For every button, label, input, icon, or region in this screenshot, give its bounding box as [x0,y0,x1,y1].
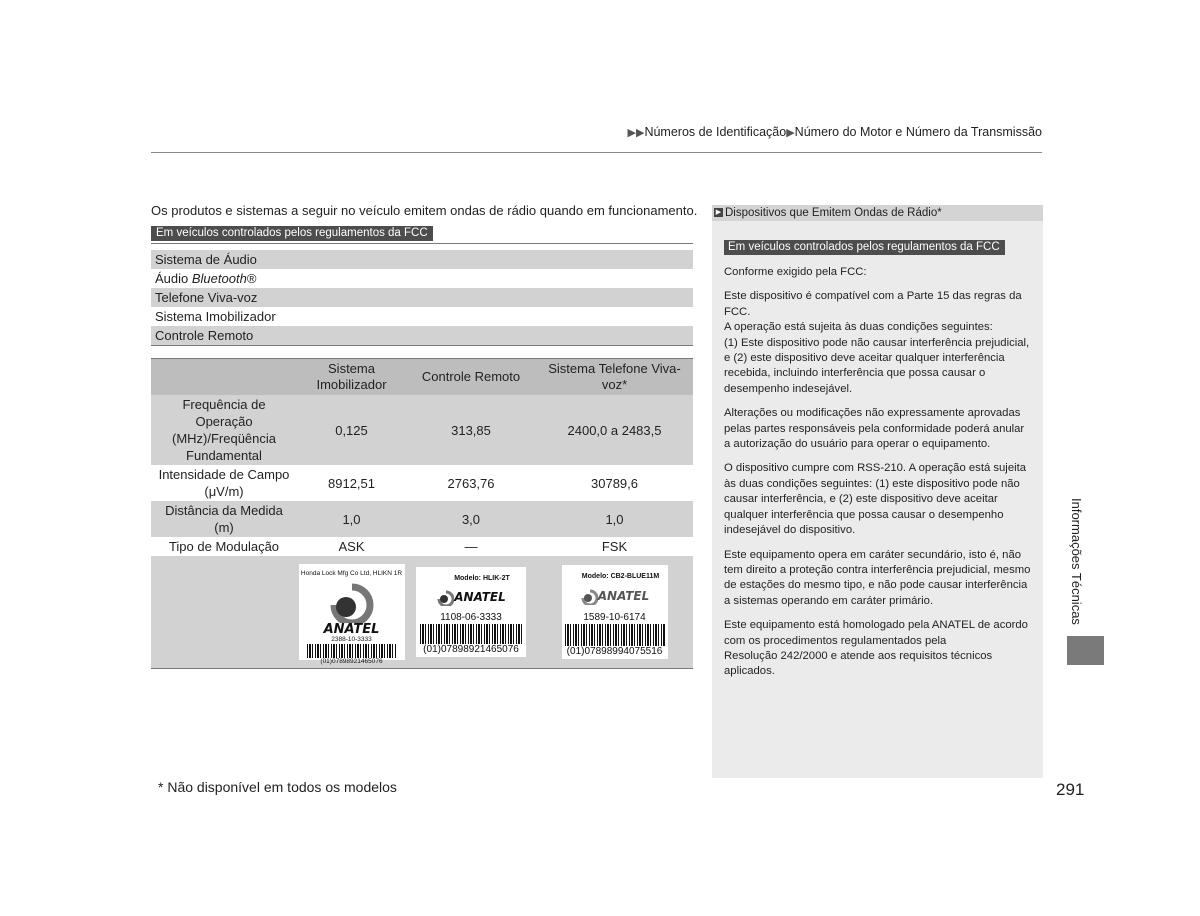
table-row [151,537,693,556]
anatel-brand: ANATEL [454,590,506,604]
list-item: Sistema Imobilizador [155,309,276,324]
sidebar-fcc-tag: Em veículos controlados pelos regulamentos da FCC [724,240,1005,255]
table-cell: 0,125 [297,395,406,465]
sidebar-title-bar [712,205,1043,221]
label-cert-number: 1589-10-6174 [583,612,646,623]
table-cell: 3,0 [406,501,536,537]
table-cell: ASK [338,539,365,554]
certification-labels-row [151,556,693,669]
label-top-text: Modelo: CB2-BLUE11M [581,573,660,580]
spec-table [151,358,693,669]
anatel-logo-icon [322,583,382,623]
barcode [420,624,522,644]
anatel-label-2 [416,567,526,657]
anatel-brand: ANATEL [323,622,380,637]
row-label: Intensidade de Campo (μV/m) [158,467,290,499]
breadcrumb [628,125,1042,139]
sidebar-paragraph: O dispositivo cumpre com RSS-210. A operação está sujeita às duas condições seguintes: (1) este dispositivo pode não causar interferência, e (2) este dispositivo deve aceitar qualquer interferência que possa causar o desempenho indesejável do dispositivo. [724,462,1027,537]
breadcrumb-item-1: Números de Identificação [644,125,787,139]
bluetooth-brand: Bluetooth [191,271,247,286]
table-cell: 2400,0 a 2483,5 [536,395,693,465]
breadcrumb-item-2: Número do Motor e Número da Transmissão [794,125,1042,139]
anatel-logo-icon [436,590,454,606]
table-header-row [151,359,693,396]
anatel-label-1 [299,564,405,665]
sidebar-paragraph: Alterações ou modificações não expressamente aprovadas pelas partes responsáveis pela conformidade poderá anular a autorização do usuário para operar o equipamento. [724,407,1025,451]
arrow-icon: ▶ [786,127,795,139]
fcc-tag: Em veículos controlados pelos regulamentos da FCC [151,226,433,241]
double-arrow-icon: ▶▶ [627,127,645,139]
page-number: 291 [1056,780,1085,799]
footnote: * Não disponível em todos os modelos [158,779,397,795]
anatel-logo-icon [580,589,598,605]
sidebar-paragraph: Este dispositivo é compatível com a Parte 15 das regras da FCC. A operação está sujeita às duas condições seguintes: (1) Este dispositivo pode não causar interferência prejudicial, e (2) este dispositivo deve aceitar qualquer interferência recebida, incluindo interferência que possa causar o desempenho indesejável. [724,290,1030,395]
label-top-text: Honda Lock Mfg Co Ltd, HLIKN 1R [300,570,403,577]
bluetooth-suffix: ® [246,271,257,286]
list-item: Controle Remoto [151,326,693,346]
table-cell: FSK [601,539,628,554]
table-cell: 313,85 [406,395,536,465]
table-cell: — [464,539,478,554]
sidebar-notes [712,205,1043,778]
barcode [307,644,397,658]
row-label: Tipo de Modulação [168,539,280,554]
reference-icon: ▶ [715,209,722,217]
table-row [151,501,693,537]
chapter-tab-marker [1067,636,1104,665]
anatel-label-3 [562,565,668,659]
table-cell: 2763,76 [447,475,495,491]
label-barcode-text: (01)07898921465076 [423,644,519,655]
table-row [151,465,693,501]
row-label: Distância da Medida (m) [151,501,297,537]
label-cert-number: 1108-06-3333 [440,612,502,623]
header-divider [151,152,1042,153]
barcode [565,624,665,646]
chapter-tab-label: Informações Técnicas [1069,498,1084,625]
sidebar-paragraph: Conforme exigido pela FCC: [724,266,867,278]
label-barcode-text: (01)07898994075516 [566,646,663,657]
table-cell: 1,0 [536,501,693,537]
list-item: Sistema de Áudio [151,250,693,269]
label-barcode-text: (01)07898921465076 [320,658,383,665]
list-item: Áudio Bluetooth® [155,271,257,286]
table-header-empty [151,359,297,396]
sidebar-paragraph: Este equipamento está homologado pela ANATEL de acordo com os procedimentos regulamentados pela Resolução 242/2000 e atende aos requisitos técnicos aplicados. [724,619,1028,678]
fcc-divider [151,243,693,244]
table-row [151,395,693,465]
anatel-brand: ANATEL [597,589,650,603]
table-header: Sistema Imobilizador [297,359,406,396]
row-label: Frequência de Operação (MHz)/Freqüência Fundamental [151,395,297,465]
systems-list [151,250,693,346]
sidebar-paragraph: Este equipamento opera em caráter secundário, isto é, não tem direito a proteção contra interferência prejudicial, mesmo de estações do mesmo tipo, e não pode causar interferência a sistemas operando em caráter primário. [724,548,1031,607]
sidebar-body [724,265,1032,689]
list-item: Telefone Viva-voz [151,288,693,307]
table-header: Sistema Telefone Viva-voz* [536,359,693,396]
label-top-text: Modelo: HLIK-2T [454,575,510,582]
table-cell: 1,0 [297,501,406,537]
table-header: Controle Remoto [406,359,536,396]
table-cell: 30789,6 [591,475,638,491]
intro-text: Os produtos e sistemas a seguir no veículo emitem ondas de rádio quando em funcionamento. [151,203,698,218]
table-cell: 8912,51 [328,475,375,491]
label-cert-number: 2388-10-3333 [331,636,372,643]
sidebar-title: Dispositivos que Emitem Ondas de Rádio* [725,207,942,219]
